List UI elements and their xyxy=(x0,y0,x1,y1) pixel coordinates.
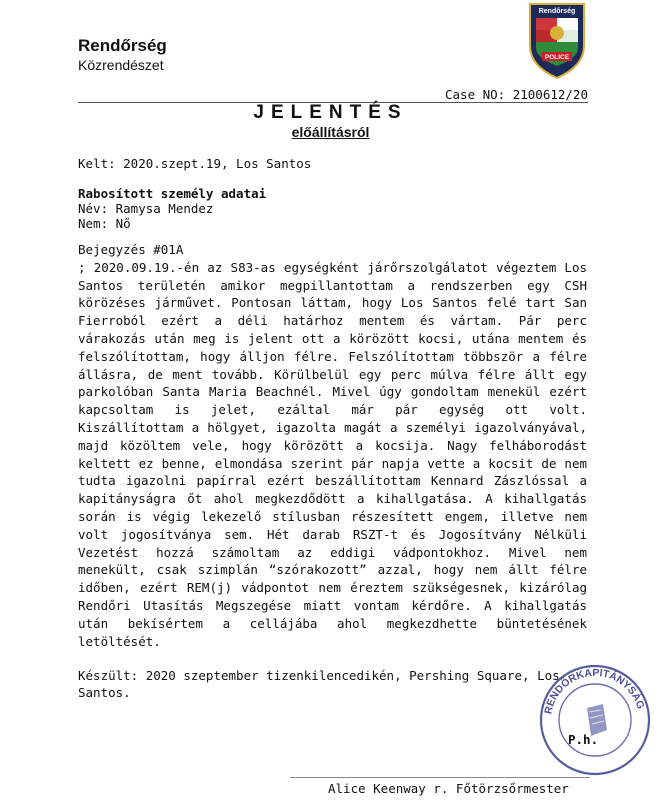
badge-top-text: Rendőrség xyxy=(538,8,576,15)
person-section xyxy=(78,186,266,231)
entry-heading: Bejegyzés #01A xyxy=(78,242,184,257)
signature-name: Alice Keenway r. Főtörzsőrmester xyxy=(328,781,569,796)
department-name: Közrendészet xyxy=(78,57,164,73)
made-line: Készült: 2020 szeptember tizenkilencedikén, Pershing Square, Los Santos. xyxy=(78,668,560,700)
case-number: Case NO: 2100612/20 xyxy=(445,87,588,102)
badge-bottom-text: POLICE xyxy=(544,54,570,61)
signature-line xyxy=(290,777,590,778)
police-badge-icon xyxy=(524,0,590,80)
entry-section xyxy=(78,241,587,650)
organization-header xyxy=(78,36,167,74)
org-name: Rendőrség xyxy=(78,36,167,55)
stamp-placeholder: P.h. xyxy=(568,732,599,747)
report-title: JELENTÉS xyxy=(253,102,408,123)
person-name: Név: Ramysa Mendez xyxy=(78,201,214,216)
official-stamp-icon xyxy=(535,660,655,780)
stamp-text: RENDŐRKAPITÁNYSÁG xyxy=(542,666,647,716)
date-line: Kelt: 2020.szept.19, Los Santos xyxy=(78,156,312,171)
person-section-title: Rabosított személy adatai xyxy=(78,186,267,201)
report-subtitle: előállításról xyxy=(291,124,370,140)
entry-body: ; 2020.09.19.-én az S83-as egységként járőrszolgálatot végeztem Los Santos területén amikor megpillantottam a rendszerben egy CSH körözéses járművet. Pontosan láttam, hogy Los Santos felé tart San Fierroból ezért a déli határhoz mentem és vártam. Pár perc várakozás után meg is jelent ott a körözött kocsi, utána mentem és felszólítottam, hogy álljon félre. Felszólítottam többször a félre állásra, de ment tovább. Körülbelül egy perc múlva félre állt egy parkolóban Santa Maria Beachnél. Mivel úgy gondoltam menekül ezért kapcsoltam is jelet, ezáltal már pár egység ott volt. Kiszállítottam a hölgyet, igazolta magát a személyi igazolványával, majd közöltem vele, hogy körözött a kocsija. Nagy felháborodást keltett ez benne, elmondása szerint pár napja vette a kocsit de nem tudta igazolni papírral ezért beszállítottam Kennard Zászlóssal a kapitányságra őt ahol megkezdődött a kihallgatása. A kihallgatás során is végig lekezelő stílusban részesített engem, illetve nem volt jogosítványa sem. Hét darab RSZT-t és Jogosítvány Nélküli Vezetést hozzá számoltam az eddigi vádpontokhoz. Mivel nem menekült, csak szimplán “szórakozott” azzal, hogy nem állt félre időben, ezért REM(j) vádpontot nem éreztem szükségesnek, kizárólag Rendőri Utasítás Megszegése miatt vontam kérdőre. A kihallgatás után bekísértem a cellájába ahol megkezdhette büntetésének letöltését. xyxy=(78,259,587,649)
person-gender: Nem: Nő xyxy=(78,216,131,231)
